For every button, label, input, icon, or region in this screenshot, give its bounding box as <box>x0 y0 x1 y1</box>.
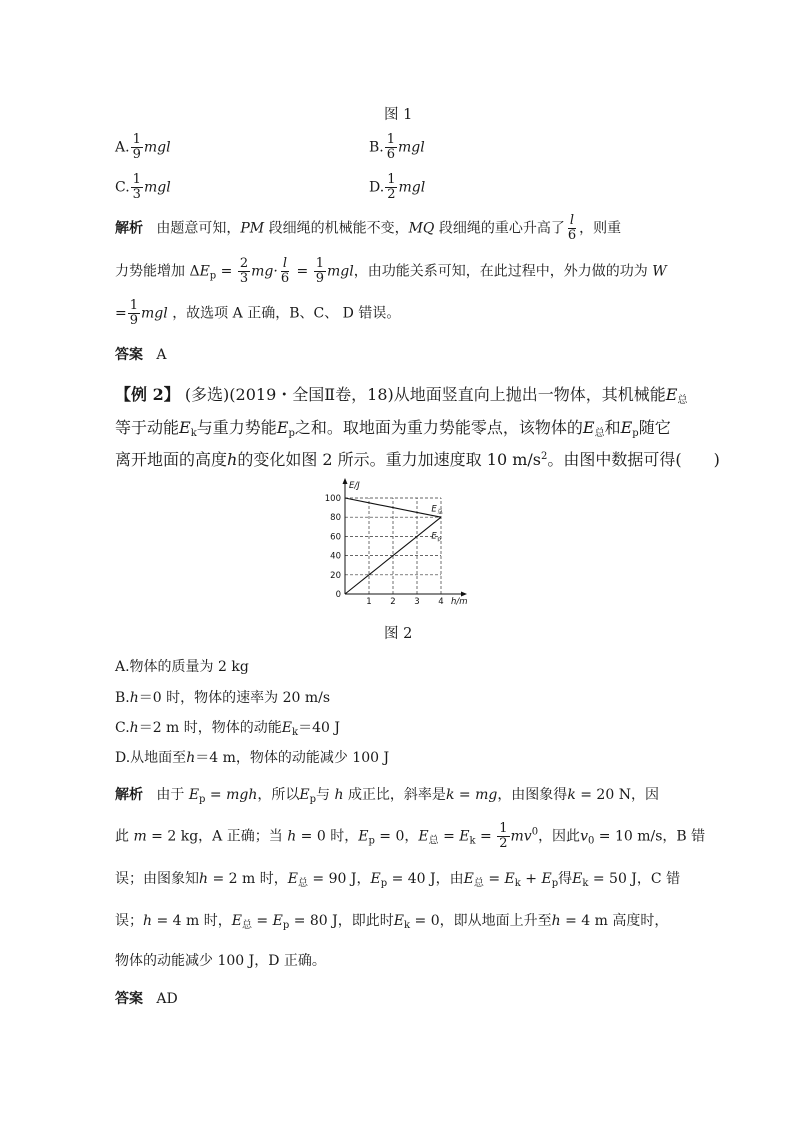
chart-grid <box>345 498 441 594</box>
option-2a: A.物体的质量为 2 kg <box>115 659 249 675</box>
x-tick-label: 4 <box>438 597 444 607</box>
figure-1-caption: 图 1 <box>384 107 413 123</box>
chart-ticks <box>325 494 444 607</box>
series-label-ep: E <box>431 531 437 542</box>
option-b: B. $\frac{1}{6}$ mgl <box>369 132 425 162</box>
series-label-etot-sub: 总 <box>437 509 443 516</box>
option-d: D. $\frac{1}{2}$ mgl <box>369 172 426 202</box>
chart-axes <box>343 478 468 597</box>
y-tick-label: 100 <box>324 494 341 504</box>
y-tick-label: 0 <box>335 590 341 600</box>
solution-1-line-3: = $\frac{1}{9}$ mgl ，故选项 A 正确，B、C、 D 错误。 <box>115 298 401 328</box>
option-c: C. $\frac{1}{3}$ mgl <box>115 172 171 202</box>
y-tick-label: 40 <box>330 551 341 562</box>
x-tick-label: 2 <box>390 597 396 607</box>
option-2b: B.h＝0 时，物体的速率为 20 m/s <box>115 690 331 706</box>
example-2-line-2: 等于动能$E_k$与重力势能$E_p$之和。取地面为重力势能零点，该物体的$E_总$和$E_p$随它 <box>115 418 671 439</box>
solution-2-line-4: 误；h = 4 m 时，$E_总 = E_p = 80$ J，即此时$E_k = 0$，即从地面上升至h = 4 m 高度时， <box>115 913 669 931</box>
solution-2-line-1: 解析 由于 $E_p$ = mgh，所以$E_p$与 h 成正比，斜率是k = mg，由图象得k = 20 N，因 <box>115 787 659 805</box>
x-axis-label: h/m <box>451 597 468 607</box>
example-2-line-3: 离开地面的高度h的变化如图 2 所示。重力加速度取 10 $m/s^2$。由图中数据可得( ) <box>115 450 720 469</box>
option-2c: C.h＝2 m 时，物体的动能$E_k=40$ J <box>115 720 340 738</box>
example-2-line-1: 【例 2】 (多选)(2019・全国Ⅱ卷，18)从地面竖直向上抛出一物体，其机械能$E_总$ <box>115 385 688 406</box>
x-axis-arrow <box>461 592 467 597</box>
y-axis-label: E/J <box>349 481 360 491</box>
option-2d: D.从地面至h＝4 m，物体的动能减少 100 J <box>115 750 390 766</box>
answer-1: 答案 A <box>115 347 167 363</box>
answer-2: 答案 AD <box>115 991 178 1007</box>
solution-2-line-3: 误；由图象知h = 2 m 时，$E_总 = 90$ J，$E_p = 40$ J，由$E_总 = E_k + E_p$得$E_k = 50$ J，C 错 <box>115 871 681 889</box>
series-label-etot: E <box>431 504 437 515</box>
y-tick-label: 60 <box>330 532 341 543</box>
x-tick-label: 1 <box>366 597 372 607</box>
option-a: A. $\frac{1}{9}$ mgl <box>115 132 171 162</box>
solution-1-line-1: 解析 由题意可知，PM 段细绳的机械能不变，MQ 段细绳的重心升高了 $\frac{l}{6}$ ，则重 <box>115 213 622 243</box>
series-label-ep-sub: p <box>437 536 441 543</box>
solution-2-line-2: 此 m = 2 kg，A 正确；当 h = 0 时，$E_p = 0$，$E_总 = E_k$ = $\frac{1}{2}$ $mv^0$，因此$v_0 = 10$ m/s，B 错 <box>115 821 706 851</box>
y-axis-arrow <box>343 478 348 484</box>
y-tick-label: 80 <box>330 513 341 524</box>
figure-2-caption: 图 2 <box>384 626 413 642</box>
x-tick-label: 3 <box>414 597 420 607</box>
energy-height-chart <box>315 478 485 610</box>
y-tick-label: 20 <box>330 570 341 581</box>
solution-1-line-2: 力势能增加 $\Delta E_p$ = $\frac{2}{3}$ mg· $\frac{l}{6}$ = $\frac{1}{9}$ mgl，由功能关系可知，在此过程中，外力做的功为 W <box>115 256 667 286</box>
solution-2-line-5: 物体的动能减少 100 J，D 正确。 <box>115 953 326 969</box>
